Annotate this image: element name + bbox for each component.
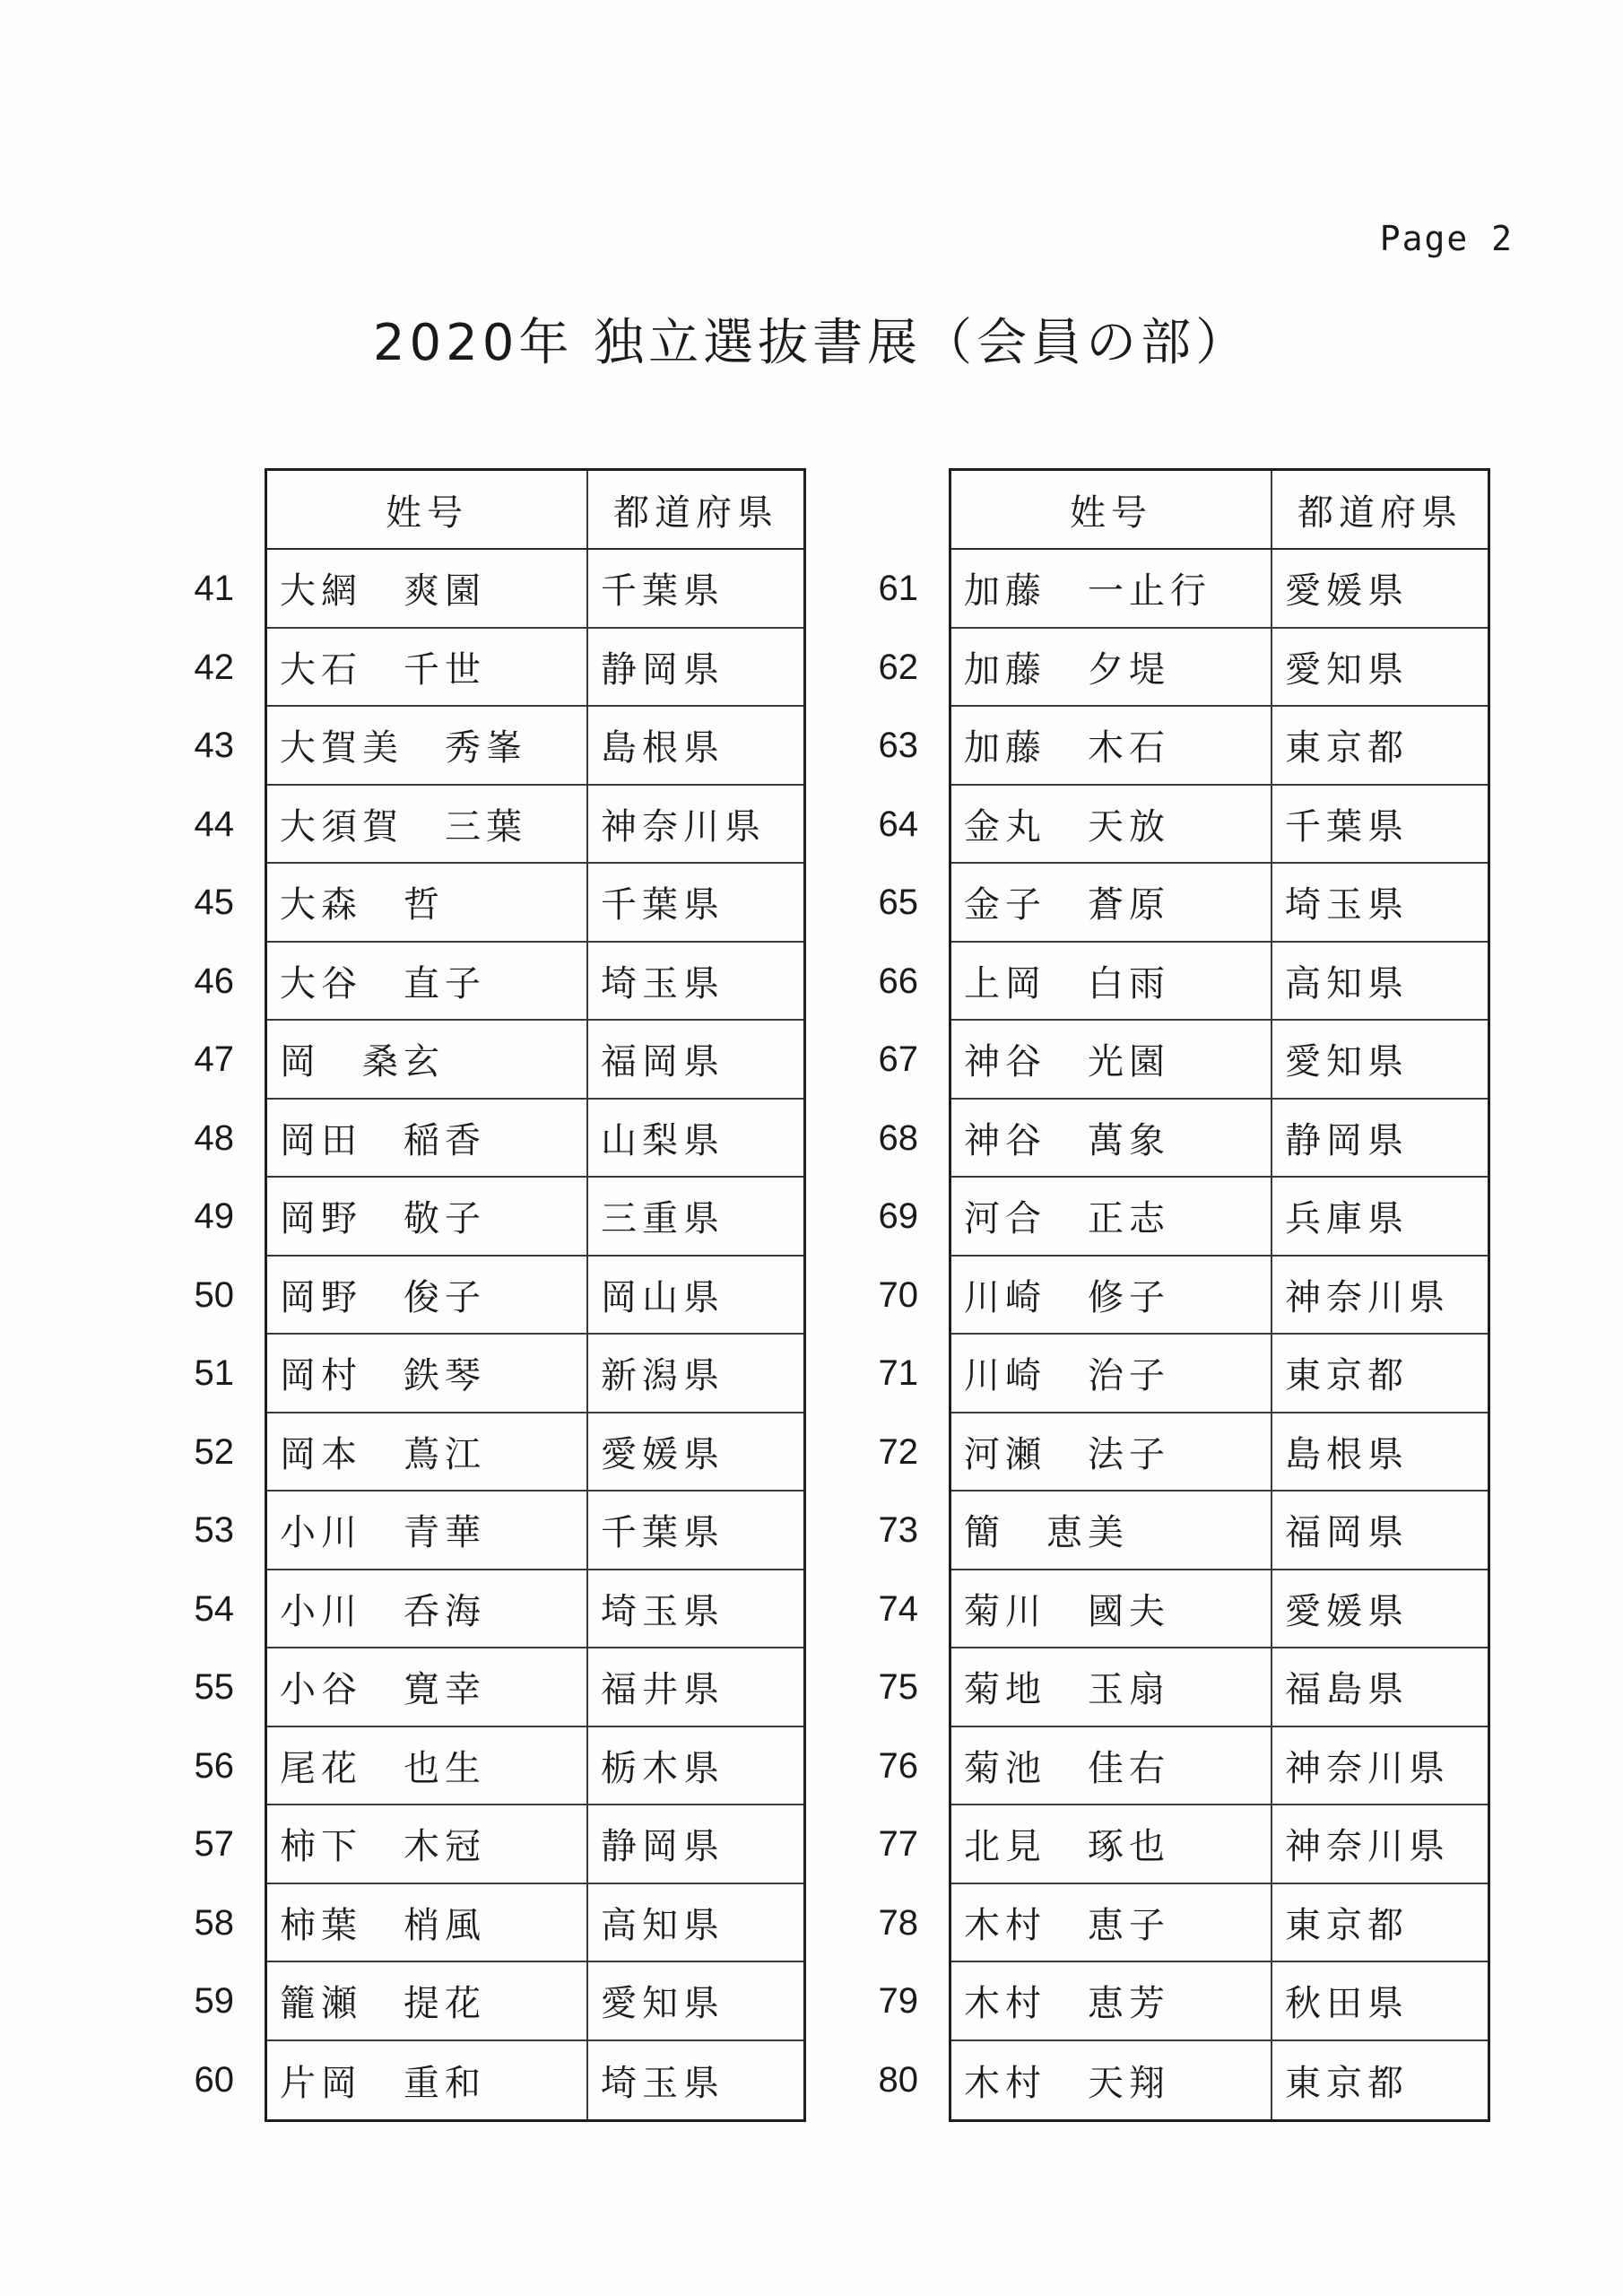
entry-number: 60 (194, 2059, 234, 2100)
member-prefecture: 埼玉県 (1285, 884, 1409, 926)
member-name: 柿葉 梢風 (267, 1884, 588, 1961)
member-name: 川崎 修子 (951, 1257, 1272, 1334)
member-prefecture: 埼玉県 (601, 962, 725, 1004)
table-row (267, 1100, 803, 1178)
entry-number: 72 (878, 1431, 918, 1472)
entry-number: 51 (194, 1353, 234, 1393)
member-prefecture: 千葉県 (1285, 805, 1409, 848)
table-row (267, 1648, 803, 1727)
member-prefecture: 兵庫県 (1285, 1198, 1409, 1240)
member-name: 籠瀬 提花 (267, 1962, 588, 2039)
entry-number: 61 (878, 569, 918, 608)
entry-number: 45 (194, 883, 234, 922)
member-prefecture: 東京都 (1285, 2062, 1409, 2104)
table-row (267, 786, 803, 865)
member-name: 岡田 稲香 (267, 1100, 588, 1177)
entry-number: 79 (878, 1981, 918, 2021)
member-name: 上岡 白雨 (951, 943, 1272, 1020)
member-name: 加藤 木石 (951, 707, 1272, 784)
entry-number: 59 (194, 1981, 234, 2021)
member-prefecture: 静岡県 (1285, 1119, 1409, 1161)
table-row (267, 1884, 803, 1963)
member-name: 川崎 治子 (951, 1335, 1272, 1412)
entry-number: 42 (194, 647, 234, 687)
table-row (951, 786, 1488, 865)
entry-number: 66 (878, 961, 918, 1001)
member-name: 大石 千世 (267, 629, 588, 706)
table-row (951, 550, 1488, 629)
entry-number: 58 (194, 1902, 234, 1943)
entry-number: 57 (194, 1824, 234, 1864)
entry-number: 62 (878, 647, 918, 687)
member-prefecture: 三重県 (601, 1198, 725, 1240)
member-name: 岡本 蔦江 (267, 1413, 588, 1491)
member-prefecture: 神奈川県 (1285, 1826, 1450, 1868)
entry-number: 67 (878, 1039, 918, 1079)
member-name: 小川 呑海 (267, 1570, 588, 1648)
member-name: 菊池 佳右 (951, 1727, 1272, 1805)
entry-number: 44 (194, 804, 234, 844)
entry-number-column (157, 468, 265, 2119)
table-row (267, 2041, 803, 2120)
table-row (267, 707, 803, 786)
table-row (951, 1335, 1488, 1413)
table-row (267, 1178, 803, 1257)
member-prefecture: 東京都 (1285, 1904, 1409, 1946)
table-row (267, 1413, 803, 1492)
member-prefecture: 東京都 (1285, 1355, 1409, 1397)
member-name: 片岡 重和 (267, 2041, 588, 2120)
member-name: 河合 正志 (951, 1178, 1272, 1255)
table-row (951, 1257, 1488, 1335)
table-row (951, 2041, 1488, 2120)
member-name: 岡野 敬子 (267, 1178, 588, 1255)
table-row (267, 1335, 803, 1413)
member-name: 尾花 也生 (267, 1727, 588, 1805)
member-prefecture: 高知県 (601, 1904, 725, 1946)
header-prefecture: 都道府県 (613, 491, 778, 534)
header-name: 姓号 (267, 471, 588, 548)
table-row (951, 707, 1488, 786)
entry-number-column (841, 468, 949, 2119)
entry-number: 50 (194, 1274, 234, 1315)
entry-number: 52 (194, 1431, 234, 1472)
entry-number: 68 (878, 1118, 918, 1158)
member-name: 大森 哲 (267, 864, 588, 941)
entry-number: 56 (194, 1745, 234, 1786)
entry-number: 74 (878, 1588, 918, 1629)
member-prefecture: 千葉県 (601, 884, 725, 926)
member-name: 岡村 鉄琴 (267, 1335, 588, 1412)
member-prefecture: 岡山県 (601, 1276, 725, 1318)
page-title: 2020年 独立選抜書展（会員の部） (372, 314, 1251, 372)
member-name: 木村 天翔 (951, 2041, 1272, 2120)
table-row (267, 1021, 803, 1100)
entry-number: 71 (878, 1353, 918, 1393)
member-name: 木村 恵芳 (951, 1962, 1272, 2039)
header-name: 姓号 (951, 471, 1272, 548)
table-row (267, 864, 803, 943)
table-row (951, 1884, 1488, 1963)
table-row (951, 1805, 1488, 1884)
table-row (267, 1492, 803, 1570)
table-row (267, 1570, 803, 1649)
member-list-right (841, 468, 1490, 2122)
member-prefecture: 愛知県 (1285, 1041, 1409, 1083)
member-prefecture: 愛知県 (1285, 648, 1409, 691)
member-prefecture: 千葉県 (601, 570, 725, 613)
table-row (951, 1962, 1488, 2041)
entry-number: 46 (194, 961, 234, 1001)
table-row (951, 1021, 1488, 1100)
member-prefecture: 愛媛県 (1285, 570, 1409, 613)
table-row (267, 1727, 803, 1806)
table-row (951, 1413, 1488, 1492)
table-row (267, 1962, 803, 2041)
table-row (951, 1648, 1488, 1727)
member-name: 大須賀 三葉 (267, 786, 588, 863)
table-row (951, 1570, 1488, 1649)
member-name: 柿下 木冠 (267, 1805, 588, 1883)
entry-number: 53 (194, 1510, 234, 1550)
entry-number: 70 (878, 1274, 918, 1315)
table-row (951, 864, 1488, 943)
entry-number: 65 (878, 883, 918, 922)
entry-number: 75 (878, 1667, 918, 1707)
header-prefecture: 都道府県 (1298, 491, 1462, 534)
member-table (265, 468, 806, 2122)
table-row (951, 1492, 1488, 1570)
entry-number: 73 (878, 1510, 918, 1550)
entry-number: 43 (194, 726, 234, 765)
member-name: 菊地 玉扇 (951, 1648, 1272, 1726)
entry-number: 77 (878, 1824, 918, 1864)
member-prefecture: 島根県 (601, 727, 725, 770)
member-name: 岡野 俊子 (267, 1257, 588, 1334)
member-name: 北見 琢也 (951, 1805, 1272, 1883)
member-name: 金丸 天放 (951, 786, 1272, 863)
member-prefecture: 新潟県 (601, 1355, 725, 1397)
entry-number: 80 (878, 2059, 918, 2100)
member-prefecture: 愛媛県 (1285, 1590, 1409, 1632)
member-prefecture: 山梨県 (601, 1119, 725, 1161)
member-list-left (157, 468, 806, 2122)
member-name: 大賀美 秀峯 (267, 707, 588, 784)
entry-number: 54 (194, 1588, 234, 1629)
table-row (951, 943, 1488, 1022)
member-prefecture: 高知県 (1285, 962, 1409, 1004)
member-prefecture: 福島県 (1285, 1669, 1409, 1711)
entry-number: 63 (878, 726, 918, 765)
member-name: 神谷 萬象 (951, 1100, 1272, 1177)
member-name: 大谷 直子 (267, 943, 588, 1020)
member-prefecture: 埼玉県 (601, 2062, 725, 2104)
entry-number: 64 (878, 804, 918, 844)
member-name: 岡 桑玄 (267, 1021, 588, 1098)
member-name: 木村 恵子 (951, 1884, 1272, 1961)
entry-number: 49 (194, 1196, 234, 1236)
member-name: 神谷 光園 (951, 1021, 1272, 1098)
entry-number: 48 (194, 1118, 234, 1158)
member-prefecture: 神奈川県 (1285, 1747, 1450, 1789)
member-prefecture: 埼玉県 (601, 1590, 725, 1632)
table-row (951, 1178, 1488, 1257)
member-name: 加藤 一止行 (951, 550, 1272, 627)
table-row (267, 629, 803, 708)
table-header (951, 471, 1488, 550)
member-prefecture: 東京都 (1285, 727, 1409, 770)
member-prefecture: 愛知県 (601, 1983, 725, 2025)
entry-number: 55 (194, 1667, 234, 1707)
member-name: 菊川 國夫 (951, 1570, 1272, 1648)
entry-number: 76 (878, 1745, 918, 1786)
page-label: Page 2 (1379, 219, 1514, 258)
member-prefecture: 福井県 (601, 1669, 725, 1711)
member-prefecture: 神奈川県 (1285, 1276, 1450, 1318)
member-name: 大網 爽園 (267, 550, 588, 627)
member-name: 小谷 寛幸 (267, 1648, 588, 1726)
member-prefecture: 静岡県 (601, 1826, 725, 1868)
member-table (949, 468, 1490, 2122)
member-prefecture: 福岡県 (1285, 1512, 1409, 1554)
table-row (951, 629, 1488, 708)
table-row (267, 1805, 803, 1884)
entry-number: 69 (878, 1196, 918, 1236)
table-row (267, 550, 803, 629)
entry-number: 47 (194, 1039, 234, 1079)
member-name: 河瀬 法子 (951, 1413, 1272, 1491)
member-prefecture: 千葉県 (601, 1512, 725, 1554)
member-prefecture: 秋田県 (1285, 1983, 1409, 2025)
member-prefecture: 栃木県 (601, 1747, 725, 1789)
table-row (951, 1727, 1488, 1806)
table-header (267, 471, 803, 550)
member-name: 小川 青華 (267, 1492, 588, 1569)
member-prefecture: 愛媛県 (601, 1433, 725, 1475)
member-prefecture: 神奈川県 (601, 805, 766, 848)
member-prefecture: 島根県 (1285, 1433, 1409, 1475)
table-row (267, 943, 803, 1022)
member-name: 簡 恵美 (951, 1492, 1272, 1569)
member-name: 金子 蒼原 (951, 864, 1272, 941)
entry-number: 78 (878, 1902, 918, 1943)
member-prefecture: 福岡県 (601, 1041, 725, 1083)
member-prefecture: 静岡県 (601, 648, 725, 691)
table-row (267, 1257, 803, 1335)
entry-number: 41 (194, 569, 234, 608)
member-name: 加藤 夕堤 (951, 629, 1272, 706)
table-row (951, 1100, 1488, 1178)
